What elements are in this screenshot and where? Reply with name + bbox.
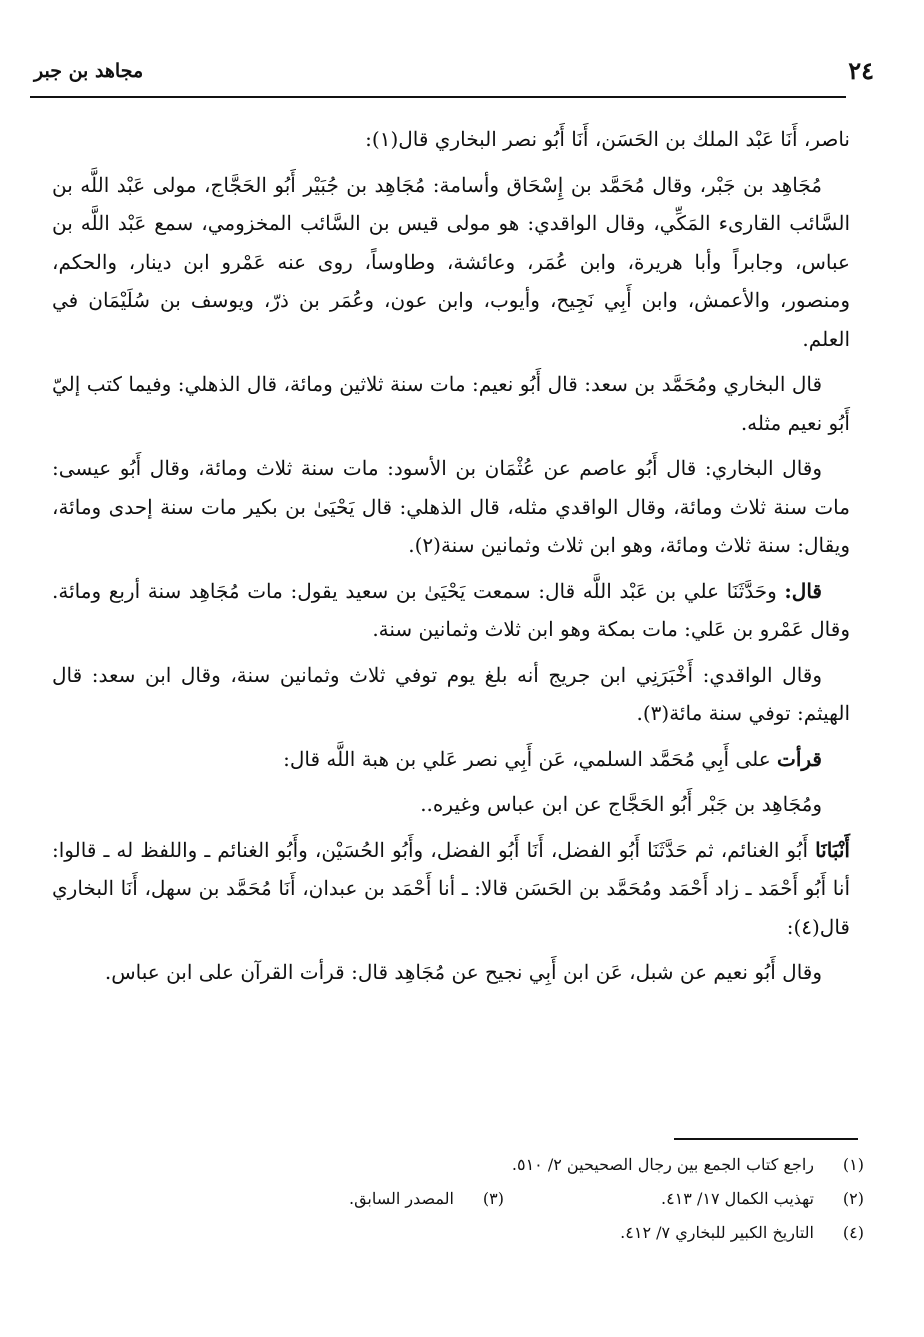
paragraph-p7 [52, 740, 850, 779]
paragraph-p8 [52, 785, 850, 824]
footnote-text: تهذيب الكمال ١٧/ ٤١٣. [660, 1189, 814, 1208]
footnote-number: (٤) [842, 1223, 864, 1242]
footnotes [80, 1148, 864, 1250]
text-line: سمع عَبْد اللَّه بن عباس، وجابراً وأبا هريرة، وابن عُمَر، وعائشة، وطاوساً، روى عنه عَمْرو [52, 211, 850, 274]
footnote-number: (٢) [842, 1189, 864, 1208]
footnote-text: راجع كتاب الجمع بين رجال الصحيحين ٢/ ٥١٠. [511, 1155, 814, 1174]
text-line: وفيما كتب إليّ أَبُو نعيم مثله. [52, 372, 850, 435]
text-line: سنة إحدى ومائة، ويقال: سنة ثلاث ومائة، وهو ابن ثلاث وثمانين سنة(٢). [52, 494, 850, 557]
page-number: ٢٤ [848, 56, 874, 85]
text-line: سعد: قال الهيثم: توفي سنة مائة(٣). [52, 662, 850, 725]
text-line: وقال البخاري: قال أَبُو عاصم عن عُثْمَان بن الأسود: مات سنة ثلاث ومائة، وقال أَبُو [119, 456, 823, 480]
text-line: أَبُو الغنائم، ثم حَدَّثَنَا أَبُو الفضل، أَنَا أَبُو الفضل، وأَبُو الحُسَيْن، وأَبُو الغنائم ـ [204, 837, 816, 862]
footnote-row [80, 1148, 864, 1182]
footnote-text: التاريخ الكبير للبخاري ٧/ ٤١٢. [620, 1223, 814, 1242]
text-line: ذرّ، ويوسف بن سُلَيْمَان في العلم. [52, 288, 850, 351]
main-text [52, 120, 850, 999]
footnote-text: المصدر السابق. [348, 1189, 454, 1208]
footnote-row [80, 1182, 864, 1216]
paragraph-p9 [52, 831, 850, 947]
footnote-number: (٣) [482, 1189, 504, 1208]
text-line: ابن دينار، والحكم، ومنصور، والأعمش، وابن أَبِي نَجِيح، وأيوب، وابن عون، وعُمَر بن [52, 249, 851, 312]
lead-word: قرأت [777, 746, 822, 771]
text-line: مُجَاهِد بن جَبْر، وقال مُحَمَّد بن إِسْحَاق وأسامة: مُجَاهِد بن جُبَيْر أَبُو الحَجَّاج، مولى [152, 172, 822, 197]
running-head [30, 52, 884, 92]
text-line: واللفظ له ـ قالوا: أنا أَبُو أَحْمَد ـ زاد أَحْمَد ومُحَمَّد بن الحَسَن قالا: ـ أنا أَحْمَد بن عبدان، أَنَا [52, 837, 851, 900]
paragraph-p4 [52, 449, 850, 565]
paragraph-p2 [52, 166, 850, 359]
text-line: وحَدَّثَنَا علي بن عَبْد اللَّه قال: سمعت يَحْيَىٰ بن سعيد يقول: مات مُجَاهِد سنة [147, 578, 785, 603]
text-line: عَبْد اللَّه بن السَّائب القارىء المَكِّي، وقال الواقدي: هو مولى قيس بن السَّائب المخزومي، [52, 172, 850, 235]
text-line: وقال أَبُو نعيم عن شبل، عَن ابن أَبِي نجيح عن مُجَاهِد قال: قرأت القرآن على ابن [166, 960, 822, 984]
footnote-number: (١) [842, 1155, 864, 1174]
paragraph-p10 [52, 953, 850, 992]
paragraph-p6 [52, 656, 850, 733]
footnote-rule [674, 1138, 858, 1140]
paragraph-p5 [52, 572, 850, 649]
text-line: مُحَمَّد بن سهل، أَنَا البخاري قال(٤): [52, 876, 850, 939]
text-line: على أَبِي مُحَمَّد السلمي، عَن أَبِي نصر عَلي بن هبة اللَّه قال: [283, 746, 778, 771]
lead-word: قال: [784, 578, 822, 603]
text-line: ومُجَاهِد بن جَبْر أَبُو الحَجَّاج عن ابن عباس وغيره.. [420, 792, 822, 816]
text-line: أربع ومائة. وقال عَمْرو بن عَلي: مات بمكة وهو ابن ثلاث وثمانين سنة. [52, 578, 850, 641]
running-title: مجاهد بن جبر [34, 60, 144, 82]
header-rule [30, 96, 846, 98]
paragraph-p3 [52, 365, 850, 442]
text-line: عيسى: مات سنة ثلاث ومائة، وقال الواقدي مثله، قال الذهلي: قال يَحْيَىٰ بن بكير مات [52, 456, 850, 519]
paragraph-p1 [52, 120, 850, 159]
footnote-row [80, 1216, 864, 1250]
text-line: عباس. [104, 960, 160, 984]
text-line: ناصر، أَنَا عَبْد الملك بن الحَسَن، أَنَا أَبُو نصر البخاري قال(١): [365, 127, 850, 151]
text-line: وقال الواقدي: أَخْبَرَنِي ابن جريج أنه بلغ يوم توفي ثلاث وثمانين سنة، وقال ابن [144, 662, 823, 687]
lead-word: أَنْبَانَا [815, 837, 850, 862]
text-line: قال البخاري ومُحَمَّد بن سعد: قال أَبُو نعيم: مات سنة ثلاثين ومائة، قال الذهلي: [177, 372, 823, 396]
